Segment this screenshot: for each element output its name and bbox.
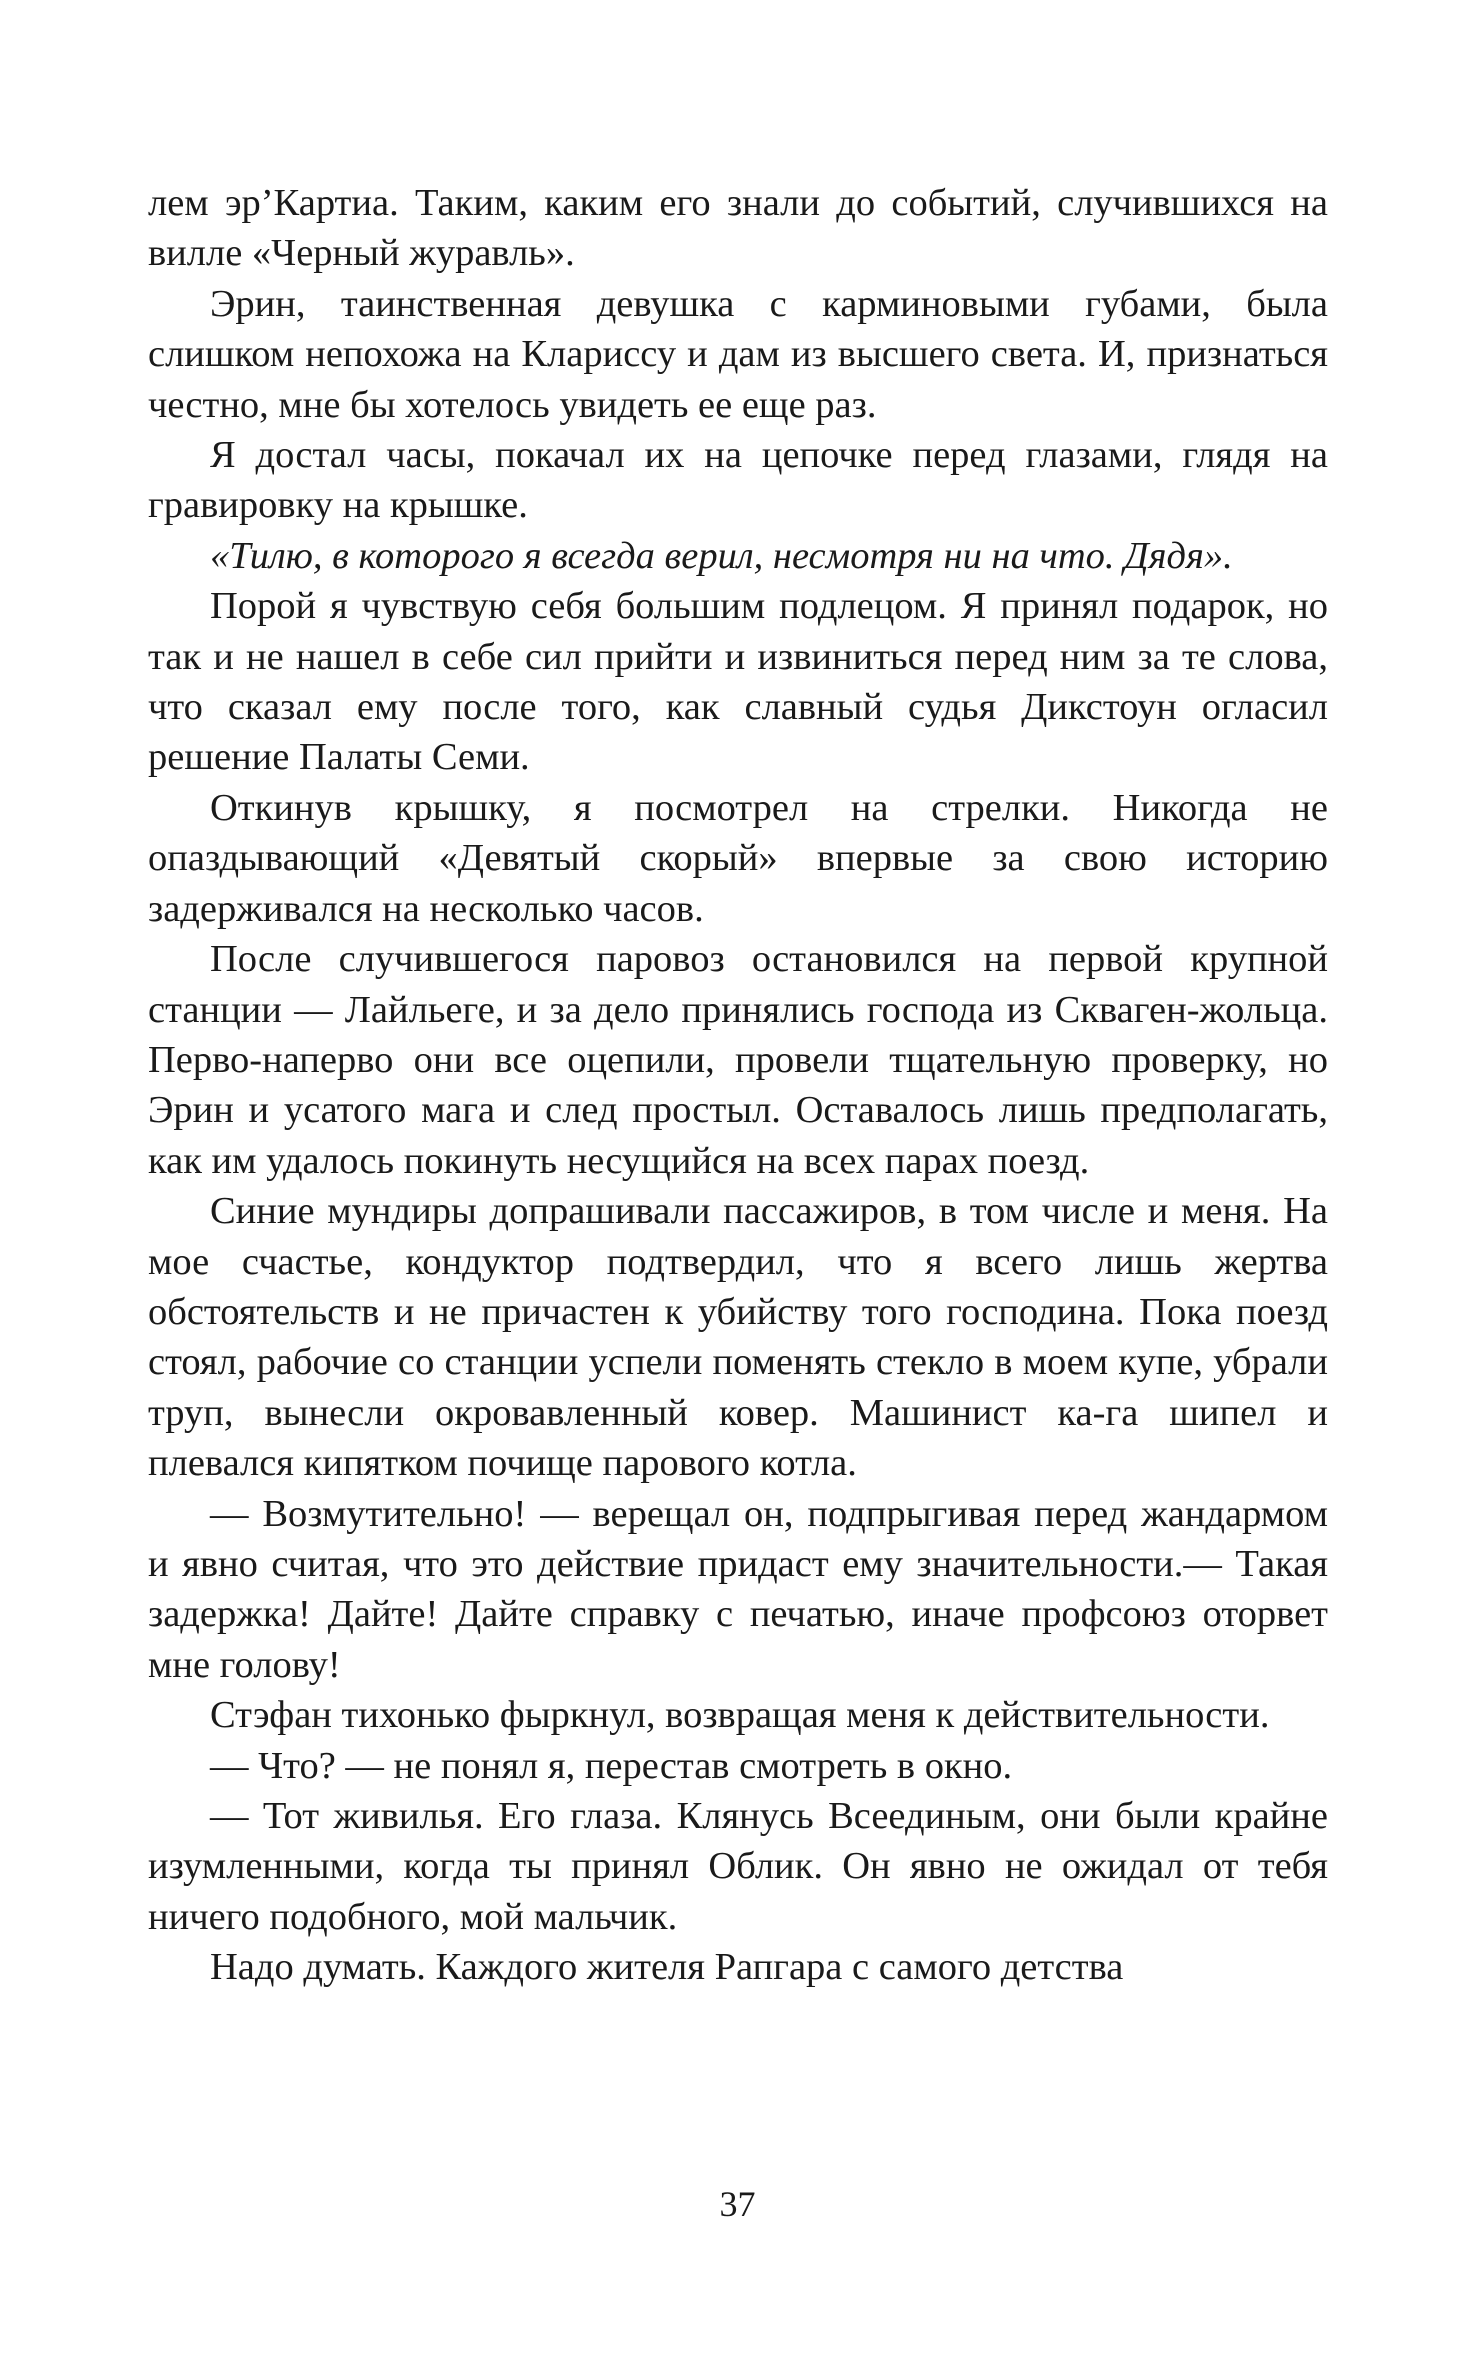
paragraph-11-dialogue: — Что? — не понял я, перестав смотреть в окно. <box>210 1744 1013 1787</box>
paragraph-1: лем эр’Картиа. Таким, каким его знали до событий, случившихся на вилле «Черный журавль». <box>148 182 1328 275</box>
paragraph-7: После случившегося паровоз остановился на первой крупной станции — Лайльеге, и за дело принялись господа из Скваген-жольца. Перво-наперво они все оцепили, провели тщательную проверку, но Эрин и усатого мага и след простыл. Оставалось лишь предполагать, как им удалось покинуть несущийся на всех парах поезд. <box>148 938 1328 1182</box>
paragraph-5: Порой я чувствую себя большим подлецом. Я принял подарок, но так и не нашел в себе сил прийти и извиниться перед ним за те слова, что сказал ему после того, как славный судья Дикстоун огласил решение Палаты Семи. <box>148 585 1328 779</box>
paragraph-2: Эрин, таинственная девушка с карминовыми губами, была слишком непохожа на Клариссу и дам из высшего света. И, признаться честно, мне бы хотелось увидеть ее еще раз. <box>148 282 1328 426</box>
page-number: 37 <box>719 2184 756 2224</box>
paragraph-6: Откинув крышку, я посмотрел на стрелки. Никогда не опаздывающий «Девятый скорый» впервые за свою историю задерживался на несколько часов. <box>148 786 1328 930</box>
page-text <box>148 178 1328 1993</box>
paragraph-8: Синие мундиры допрашивали пассажиров, в том числе и меня. На мое счастье, кондуктор подтвердил, что я всего лишь жертва обстоятельств и не причастен к убийству того господина. Пока поезд стоял, рабочие со станции успели поменять стекло в моем купе, убрали труп, вынесли окровавленный ковер. Машинист ка-га шипел и плевался кипятком почище парового котла. <box>148 1190 1328 1485</box>
paragraph-3: Я достал часы, покачал их на цепочке перед глазами, глядя на гравировку на крышке. <box>148 434 1328 527</box>
paragraph-4-engraving: «Тилю, в которого я всегда верил, несмотря ни на что. Дядя». <box>210 534 1233 577</box>
paragraph-10: Стэфан тихонько фыркнул, возвращая меня к действительности. <box>210 1694 1270 1737</box>
paragraph-13: Надо думать. Каждого жителя Рапгара с самого детства <box>210 1946 1124 1989</box>
paragraph-12-dialogue: — Тот живилья. Его глаза. Клянусь Всеединым, они были крайне изумленными, когда ты принял Облик. Он явно не ожидал от тебя ничего подобного, мой мальчик. <box>148 1795 1328 1938</box>
paragraph-9-dialogue: — Возмутительно! — верещал он, подпрыгивая перед жандармом и явно считая, что это действие придаст ему значительности.— Такая задержка! Дайте! Дайте справку с печатью, иначе профсоюз оторвет мне голову! <box>148 1492 1328 1686</box>
